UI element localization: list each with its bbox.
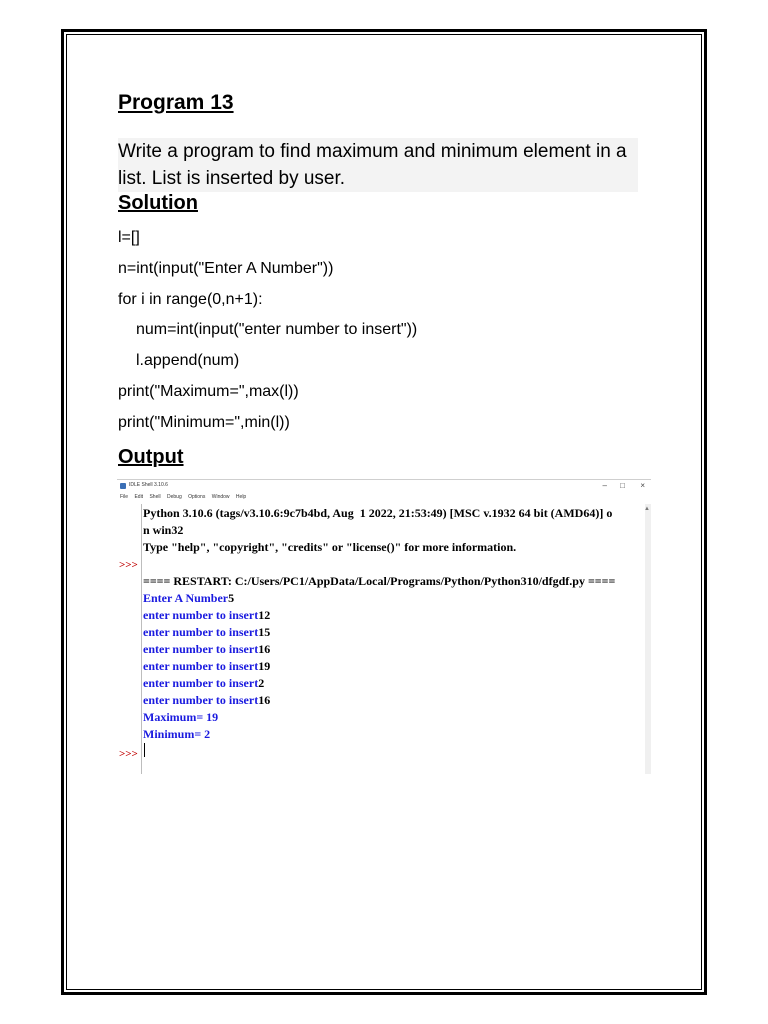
input-prompt-text: enter number to insert <box>143 608 259 622</box>
input-prompt-text: enter number to insert <box>143 625 259 639</box>
close-button[interactable]: × <box>640 481 645 490</box>
question-text: Write a program to find maximum and minimum element in a list. List is inserted by user. <box>118 138 638 192</box>
input-prompt-text: enter number to insert <box>143 659 259 673</box>
vertical-scrollbar[interactable] <box>645 504 651 774</box>
session-line <box>143 591 234 606</box>
code-line: l=[] <box>118 229 140 246</box>
banner-line: n win32 <box>143 523 184 537</box>
session-line <box>143 625 270 640</box>
code-line: print("Minimum=",min(l)) <box>118 414 290 431</box>
menu-bar <box>120 494 251 502</box>
max-result: Maximum= 19 <box>143 710 219 724</box>
user-input: 19 <box>258 659 271 673</box>
user-input: 2 <box>258 676 265 690</box>
restart-line: ==== RESTART: C:/Users/PC1/AppData/Local/Programs/Python/Python310/dfgdf.py ==== <box>143 574 616 588</box>
prompt-gutter <box>117 504 142 774</box>
user-input: 5 <box>228 591 235 605</box>
session-line <box>143 642 270 657</box>
menu-file[interactable]: File <box>120 494 129 500</box>
maximize-button[interactable]: □ <box>620 481 625 490</box>
input-prompt-text: enter number to insert <box>143 676 259 690</box>
code-line: print("Maximum=",max(l)) <box>118 383 299 400</box>
input-prompt-text: Enter A Number <box>143 591 229 605</box>
session-line <box>143 659 270 674</box>
output-heading: Output <box>118 446 184 468</box>
session-line <box>143 676 264 691</box>
user-input: 12 <box>258 608 271 622</box>
min-result: Minimum= 2 <box>143 727 211 741</box>
menu-help[interactable]: Help <box>235 494 247 500</box>
code-line: for i in range(0,n+1): <box>118 291 263 308</box>
banner-line: Type "help", "copyright", "credits" or "license()" for more information. <box>143 540 517 554</box>
menu-options[interactable]: Options <box>188 494 206 500</box>
idle-shell-screenshot <box>117 479 651 773</box>
session-line <box>143 693 270 708</box>
window-title: IDLE Shell 3.10.6 <box>129 482 168 488</box>
solution-heading: Solution <box>118 192 198 214</box>
menu-edit[interactable]: Edit <box>134 494 144 500</box>
input-prompt-text: enter number to insert <box>143 642 259 656</box>
code-line: l.append(num) <box>136 352 240 369</box>
python-icon <box>120 483 126 489</box>
shell-prompt: >>> <box>119 559 138 571</box>
menu-debug[interactable]: Debug <box>166 494 182 500</box>
minimize-button[interactable]: – <box>602 481 607 490</box>
input-prompt-text: enter number to insert <box>143 693 259 707</box>
shell-prompt: >>> <box>119 748 138 760</box>
program-title: Program 13 <box>118 91 234 114</box>
menu-window[interactable]: Window <box>211 494 230 500</box>
menu-shell[interactable]: Shell <box>149 494 161 500</box>
text-cursor <box>144 743 145 757</box>
banner-line: Python 3.10.6 (tags/v3.10.6:9c7b4bd, Aug 1 2022, 21:53:49) [MSC v.1932 64 bit (AMD64)] o <box>143 506 613 520</box>
code-line: n=int(input("Enter A Number")) <box>118 260 334 277</box>
user-input: 16 <box>258 693 271 707</box>
scroll-up-icon[interactable]: ▲ <box>644 506 650 512</box>
code-line: num=int(input("enter number to insert")) <box>136 321 418 338</box>
user-input: 15 <box>258 625 271 639</box>
window-titlebar <box>117 480 651 492</box>
user-input: 16 <box>258 642 271 656</box>
session-line <box>143 608 270 623</box>
